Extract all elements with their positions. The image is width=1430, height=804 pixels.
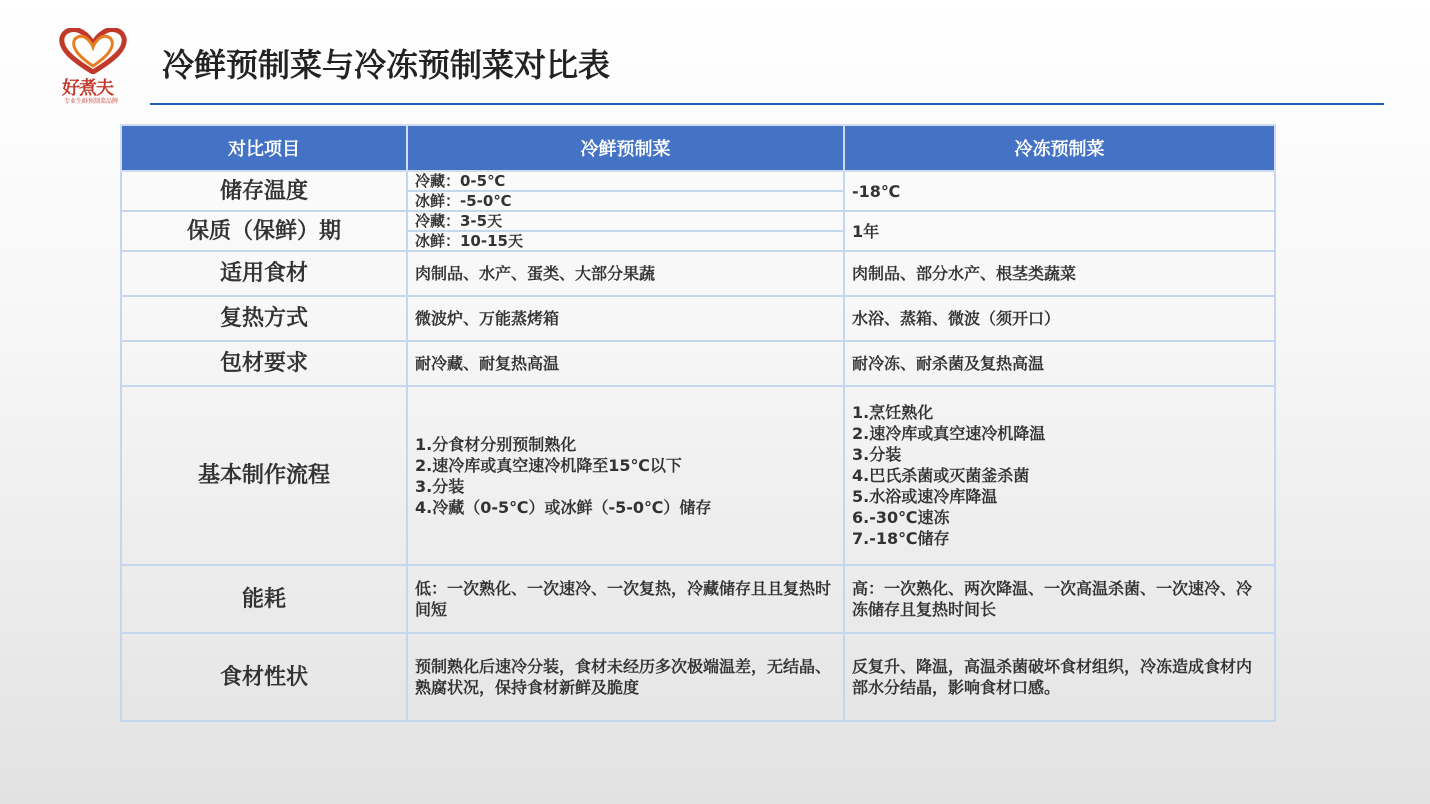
- table-row: [121, 296, 1275, 341]
- table-row: [121, 171, 1275, 191]
- process-step: 4.巴氏杀菌或灭菌釜杀菌: [852, 466, 1030, 485]
- cell-frozen: [844, 386, 1275, 565]
- process-step: 5.水浴或速冷库降温: [852, 487, 998, 506]
- row-label: 适用食材: [121, 251, 407, 296]
- cell-frozen: 水浴、蒸箱、微波（须开口）: [844, 296, 1275, 341]
- heart-logo-icon: [58, 28, 128, 74]
- process-step: 6.-30℃速冻: [852, 508, 950, 527]
- table-row: [121, 633, 1275, 721]
- cell-frozen: 反复升、降温，高温杀菌破坏食材组织，冷冻造成食材内部水分结晶，影响食材口感。: [844, 633, 1275, 721]
- cell-fresh: 冷藏：3-5天: [407, 211, 844, 231]
- cell-fresh: 预制熟化后速冷分装，食材未经历多次极端温差，无结晶、熟腐状况，保持食材新鲜及脆度: [407, 633, 844, 721]
- table-row: [121, 251, 1275, 296]
- process-step: 1.分食材分别预制熟化: [415, 434, 577, 454]
- row-label: 包材要求: [121, 341, 407, 386]
- cell-frozen: 1年: [844, 211, 1275, 251]
- page-title: 冷鲜预制菜与冷冻预制菜对比表: [162, 46, 611, 84]
- table-row: [121, 565, 1275, 633]
- header-item: 对比项目: [121, 125, 407, 171]
- row-label: 储存温度: [121, 171, 407, 211]
- process-step: 1.烹饪熟化: [852, 403, 934, 422]
- cell-fresh: 冰鲜：-5-0℃: [407, 191, 844, 211]
- process-step: 3.分装: [415, 476, 465, 496]
- header-frozen: 冷冻预制菜: [844, 125, 1275, 171]
- table-row: [121, 211, 1275, 231]
- row-label: 食材性状: [121, 633, 407, 721]
- title-underline: [150, 103, 1384, 105]
- cell-fresh: 耐冷藏、耐复热高温: [407, 341, 844, 386]
- table-row: [121, 386, 1275, 565]
- cell-fresh: 冰鲜：10-15天: [407, 231, 844, 251]
- process-step: 7.-18℃储存: [852, 529, 950, 548]
- process-step: 2.速冷库或真空速冷机降温: [852, 424, 1046, 443]
- cell-fresh: 微波炉、万能蒸烤箱: [407, 296, 844, 341]
- logo-name: 好煮夫: [62, 78, 113, 99]
- row-label: 保质（保鲜）期: [121, 211, 407, 251]
- row-label: 能耗: [121, 565, 407, 633]
- row-label: 基本制作流程: [121, 386, 407, 565]
- process-step: 3.分装: [852, 445, 902, 464]
- cell-frozen: 肉制品、部分水产、根茎类蔬菜: [844, 251, 1275, 296]
- cell-fresh: 低：一次熟化、一次速冷、一次复热，冷藏储存且且复热时间短: [407, 565, 844, 633]
- brand-logo: [52, 28, 132, 106]
- cell-fresh: [407, 386, 844, 565]
- cell-fresh: 肉制品、水产、蛋类、大部分果蔬: [407, 251, 844, 296]
- logo-tagline: 专业生鲜预制菜品牌: [64, 98, 119, 105]
- table-row: [121, 341, 1275, 386]
- comparison-table: [120, 124, 1276, 722]
- row-label: 复热方式: [121, 296, 407, 341]
- cell-frozen: -18℃: [844, 171, 1275, 211]
- header-fresh: 冷鲜预制菜: [407, 125, 844, 171]
- process-step: 2.速冷库或真空速冷机降至15℃以下: [415, 455, 682, 475]
- cell-fresh: 冷藏：0-5℃: [407, 171, 844, 191]
- table-header-row: [121, 125, 1275, 171]
- process-step: 4.冷藏（0-5℃）或冰鲜（-5-0℃）储存: [415, 497, 712, 517]
- cell-frozen: 耐冷冻、耐杀菌及复热高温: [844, 341, 1275, 386]
- cell-frozen: 高：一次熟化、两次降温、一次高温杀菌、一次速冷、冷冻储存且复热时间长: [844, 565, 1275, 633]
